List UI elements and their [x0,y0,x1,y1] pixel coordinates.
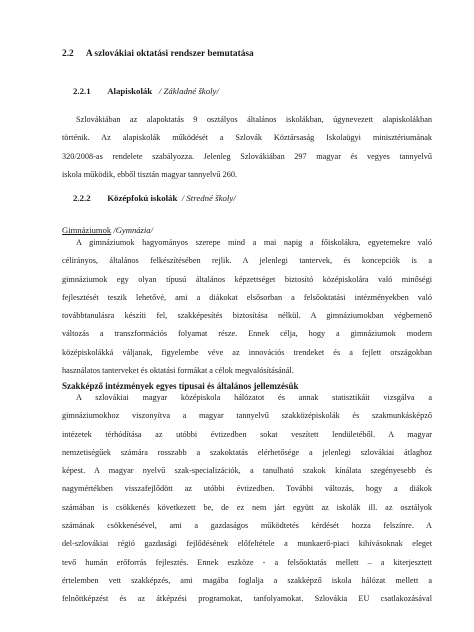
paragraph-szakkepzo [62,389,432,609]
paragraph-line: A gimnáziumok hagyományos szerepe mind a mai napig a főiskolákra, egyetemekre való [76,238,432,247]
paragraph-line: történik. Az alapiskolák működését a Szlovák Köztársaság Iskolaügyi minisztériumának [62,133,432,143]
subsection-alt-title: / Stredné školy/ [181,193,236,203]
paragraph-line: Szlovákiában az alapoktatás 9 osztályos általános iskolákban, úgynevezett alapiskolákban [76,115,432,124]
paragraph-line: továbbtanulásra készíti fel, szakképesítés biztosítása nélkül. A gimnáziumokban végbemenő [62,311,432,321]
paragraph-line: nemzetiségűek számára rosszabb a szakoktatás elérhetősége a jelenlegi szlovákiai átlaghoz [62,447,432,457]
paragraph-line: intézetek térhódítása az utóbbi évtizedben sokat veszített lendületéből. A magyar [62,429,432,439]
paragraph-line: középiskolákká váljanak, figyelembe véve az innovációs trendeket és a fejlett országokban [62,347,432,357]
subsection-number: 2.2.1 [73,86,91,96]
paragraph-line: A szlovákiai magyar középiskola hálózatot és annak statisztikáit vizsgálva a [76,393,432,402]
paragraph-alapiskolak [62,111,432,184]
paragraph-line: gimnáziumokhoz viszonyítva a magyar tannyelvű szakközépiskolák és szakmunkásképző [62,411,432,421]
paragraph-gimnaziumok [62,234,432,380]
paragraph-line: értelemben vett szakképzés, ami magába foglalja a szakképző iskola hálózat mellett a [62,575,432,585]
paragraph-line: fejlesztését teszik lehetővé, ami a diákokat elsősorban a felsőoktatási intézményekben való [62,292,432,302]
paragraph-line: gimnáziumok egy olyan típusú általános képzettséget biztosító középiskolára való minőségi [62,274,432,284]
heading-szakkepzo: Szakképző intézmények egyes típusai és általános jellemzésük [62,381,299,391]
paragraph-line: célirányos, általános felkészítésében rejlik. A jelenlegi tantervek, és koncepciók is a [62,256,432,266]
paragraph-line: számának csökkenésével, ami a gazdaságos működtetés kérdését hozza felszínre. A [62,521,432,531]
subsection-title: Alapiskolák [107,86,153,96]
subsection-heading-alapiskolak [73,86,219,96]
paragraph-line: számában is csökkenés következett be, de ez nem járt együtt az iskolák ill. az osztályok [62,502,432,512]
gymnasium-label: Gimnáziumok [62,225,112,235]
paragraph-line: nagymértékben visszafejlődött az utóbbi évtizedben. További változás, hogy a diákok [62,484,432,494]
section-title: A szlovákiai oktatási rendszer bemutatása [85,49,254,59]
gymnasium-alt-title: /Gymnázia/ [113,225,153,235]
section-heading [62,49,254,59]
paragraph-line: tevő humán erőforrás fejlesztés. Ennek eszköze - a felsőoktatás mellett – a kiterjesztett [62,557,432,567]
subsection-alt-title: / Základné školy/ [158,86,219,96]
paragraph-line: 320/2008-as rendelete szabályozza. Jelenleg Szlovákiában 297 magyar és vegyes tannyelvű [62,151,432,161]
section-number: 2.2 [62,49,74,59]
subsection-number: 2.2.2 [73,193,91,203]
paragraph-line: del-szlovákiai régió gazdasági fejlődésének előfeltétele a munkaerő-piaci kihívásoknak eleget [62,539,432,549]
paragraph-line: képest. A magyar nyelvű szak-specializációk, a tanulható szakok kínálata szegényesebb és [62,466,432,476]
paragraph-line: iskola működik, ebből tisztán magyar tannyelvű 260. [62,169,238,179]
paragraph-line: felnőttképzést és az átképzési programokat, tanfolyamokat. Szlovákia EU csatlakozásával [62,594,432,604]
paragraph-line: változás a transzformációs folyamat része. Ennek célja, hogy a gimnáziumok modern [62,329,432,339]
paragraph-line: használatos tanterveket és oktatási formákat a célok megvalósításánál. [62,366,294,376]
subsection-title: Középfokú iskolák [107,193,178,203]
subsection-heading-kozepfoku [73,193,236,203]
